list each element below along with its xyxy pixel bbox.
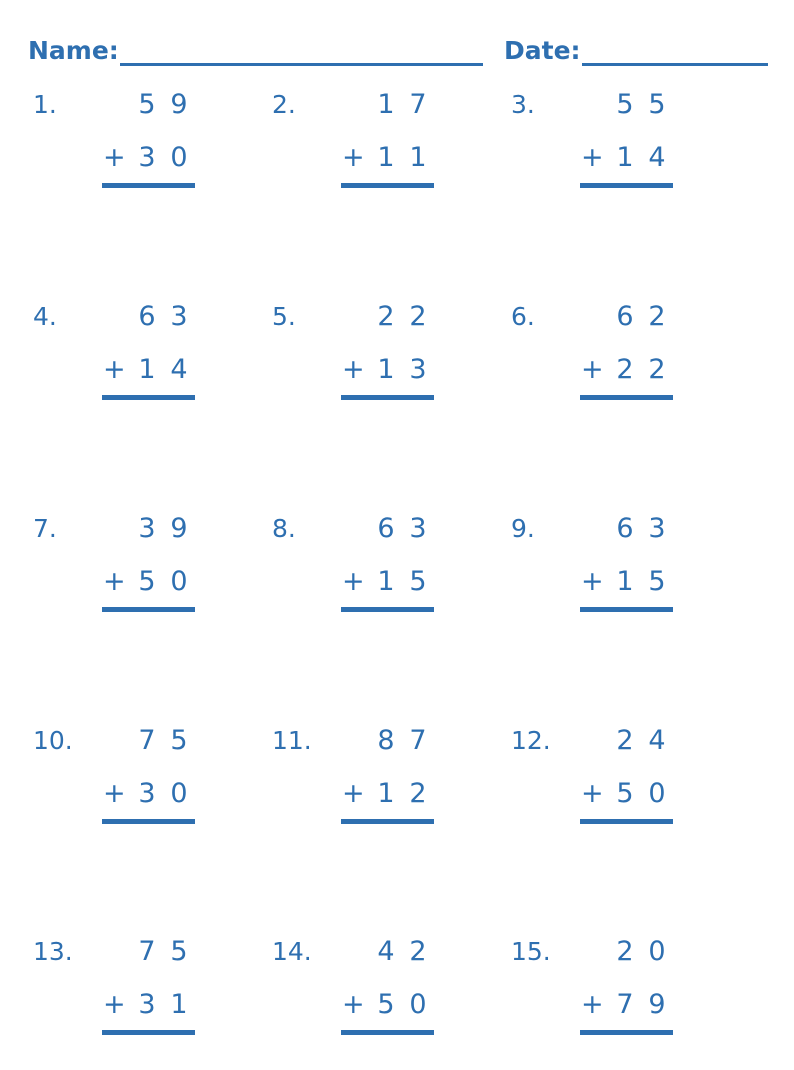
answer-line[interactable] — [341, 819, 434, 824]
problem-number: 1. — [33, 90, 57, 119]
digit: 3 — [138, 142, 156, 173]
digit: 1 — [138, 354, 156, 385]
digit: 5 — [409, 566, 427, 597]
plus-sign: + — [581, 354, 604, 385]
digit: 5 — [377, 989, 395, 1020]
digit: 6 — [616, 513, 634, 544]
answer-line[interactable] — [580, 607, 673, 612]
digit: 7 — [616, 989, 634, 1020]
digit: 2 — [409, 936, 427, 967]
digit: 2 — [648, 301, 666, 332]
plus-sign: + — [103, 142, 126, 173]
digit: 1 — [616, 566, 634, 597]
digit: 3 — [170, 301, 188, 332]
plus-sign: + — [103, 566, 126, 597]
digit: 5 — [648, 89, 666, 120]
plus-sign: + — [342, 566, 365, 597]
problem-number: 12. — [511, 726, 551, 755]
digit: 2 — [616, 725, 634, 756]
problem-15 — [511, 935, 751, 1035]
plus-sign: + — [342, 989, 365, 1020]
digit: 5 — [170, 725, 188, 756]
digit: 6 — [377, 513, 395, 544]
digit: 7 — [409, 89, 427, 120]
digit: 0 — [648, 778, 666, 809]
digit: 5 — [138, 89, 156, 120]
digit: 4 — [377, 936, 395, 967]
answer-line[interactable] — [341, 607, 434, 612]
digit: 3 — [409, 513, 427, 544]
digit: 1 — [377, 142, 395, 173]
problem-2 — [272, 88, 512, 188]
problem-9 — [511, 512, 751, 612]
plus-sign: + — [103, 778, 126, 809]
problem-number: 15. — [511, 937, 551, 966]
answer-line[interactable] — [102, 607, 195, 612]
digit: 2 — [616, 354, 634, 385]
digit: 1 — [616, 142, 634, 173]
digit: 9 — [648, 989, 666, 1020]
plus-sign: + — [342, 778, 365, 809]
digit: 5 — [170, 936, 188, 967]
digit: 5 — [616, 89, 634, 120]
problem-14 — [272, 935, 512, 1035]
digit: 5 — [138, 566, 156, 597]
problem-number: 3. — [511, 90, 535, 119]
answer-line[interactable] — [102, 183, 195, 188]
digit: 5 — [616, 778, 634, 809]
problem-number: 2. — [272, 90, 296, 119]
digit: 2 — [616, 936, 634, 967]
digit: 2 — [648, 354, 666, 385]
problem-7 — [33, 512, 273, 612]
problem-number: 11. — [272, 726, 312, 755]
plus-sign: + — [342, 142, 365, 173]
digit: 7 — [138, 936, 156, 967]
answer-line[interactable] — [102, 1030, 195, 1035]
problem-12 — [511, 724, 751, 824]
problem-6 — [511, 300, 751, 400]
plus-sign: + — [581, 566, 604, 597]
digit: 0 — [170, 566, 188, 597]
problem-3 — [511, 88, 751, 188]
name-label: Name: — [28, 36, 119, 65]
digit: 3 — [138, 778, 156, 809]
answer-line[interactable] — [580, 183, 673, 188]
answer-line[interactable] — [341, 395, 434, 400]
plus-sign: + — [342, 354, 365, 385]
digit: 9 — [170, 89, 188, 120]
digit: 3 — [409, 354, 427, 385]
answer-line[interactable] — [580, 395, 673, 400]
answer-line[interactable] — [580, 819, 673, 824]
worksheet-header — [28, 34, 768, 74]
problem-5 — [272, 300, 512, 400]
digit: 4 — [648, 142, 666, 173]
answer-line[interactable] — [102, 819, 195, 824]
digit: 1 — [409, 142, 427, 173]
problem-number: 4. — [33, 302, 57, 331]
digit: 0 — [170, 778, 188, 809]
problem-number: 8. — [272, 514, 296, 543]
digit: 2 — [409, 301, 427, 332]
problem-number: 14. — [272, 937, 312, 966]
digit: 5 — [648, 566, 666, 597]
plus-sign: + — [581, 142, 604, 173]
date-label: Date: — [504, 36, 581, 65]
digit: 3 — [138, 513, 156, 544]
digit: 3 — [138, 989, 156, 1020]
plus-sign: + — [103, 989, 126, 1020]
digit: 8 — [377, 725, 395, 756]
digit: 6 — [138, 301, 156, 332]
problem-number: 9. — [511, 514, 535, 543]
problem-11 — [272, 724, 512, 824]
problem-number: 5. — [272, 302, 296, 331]
problem-number: 7. — [33, 514, 57, 543]
answer-line[interactable] — [102, 395, 195, 400]
problem-number: 13. — [33, 937, 73, 966]
digit: 1 — [377, 89, 395, 120]
answer-line[interactable] — [341, 1030, 434, 1035]
problem-4 — [33, 300, 273, 400]
problem-8 — [272, 512, 512, 612]
digit: 4 — [170, 354, 188, 385]
digit: 1 — [377, 778, 395, 809]
problem-1 — [33, 88, 273, 188]
digit: 7 — [138, 725, 156, 756]
digit: 6 — [616, 301, 634, 332]
digit: 2 — [377, 301, 395, 332]
name-field[interactable] — [120, 63, 483, 66]
digit: 0 — [648, 936, 666, 967]
digit: 0 — [409, 989, 427, 1020]
answer-line[interactable] — [341, 183, 434, 188]
digit: 9 — [170, 513, 188, 544]
date-field[interactable] — [582, 63, 768, 66]
problem-number: 6. — [511, 302, 535, 331]
problem-13 — [33, 935, 273, 1035]
problem-10 — [33, 724, 273, 824]
plus-sign: + — [103, 354, 126, 385]
digit: 1 — [377, 354, 395, 385]
digit: 3 — [648, 513, 666, 544]
digit: 7 — [409, 725, 427, 756]
plus-sign: + — [581, 989, 604, 1020]
digit: 4 — [648, 725, 666, 756]
digit: 2 — [409, 778, 427, 809]
digit: 1 — [170, 989, 188, 1020]
digit: 1 — [377, 566, 395, 597]
answer-line[interactable] — [580, 1030, 673, 1035]
problem-number: 10. — [33, 726, 73, 755]
digit: 0 — [170, 142, 188, 173]
plus-sign: + — [581, 778, 604, 809]
